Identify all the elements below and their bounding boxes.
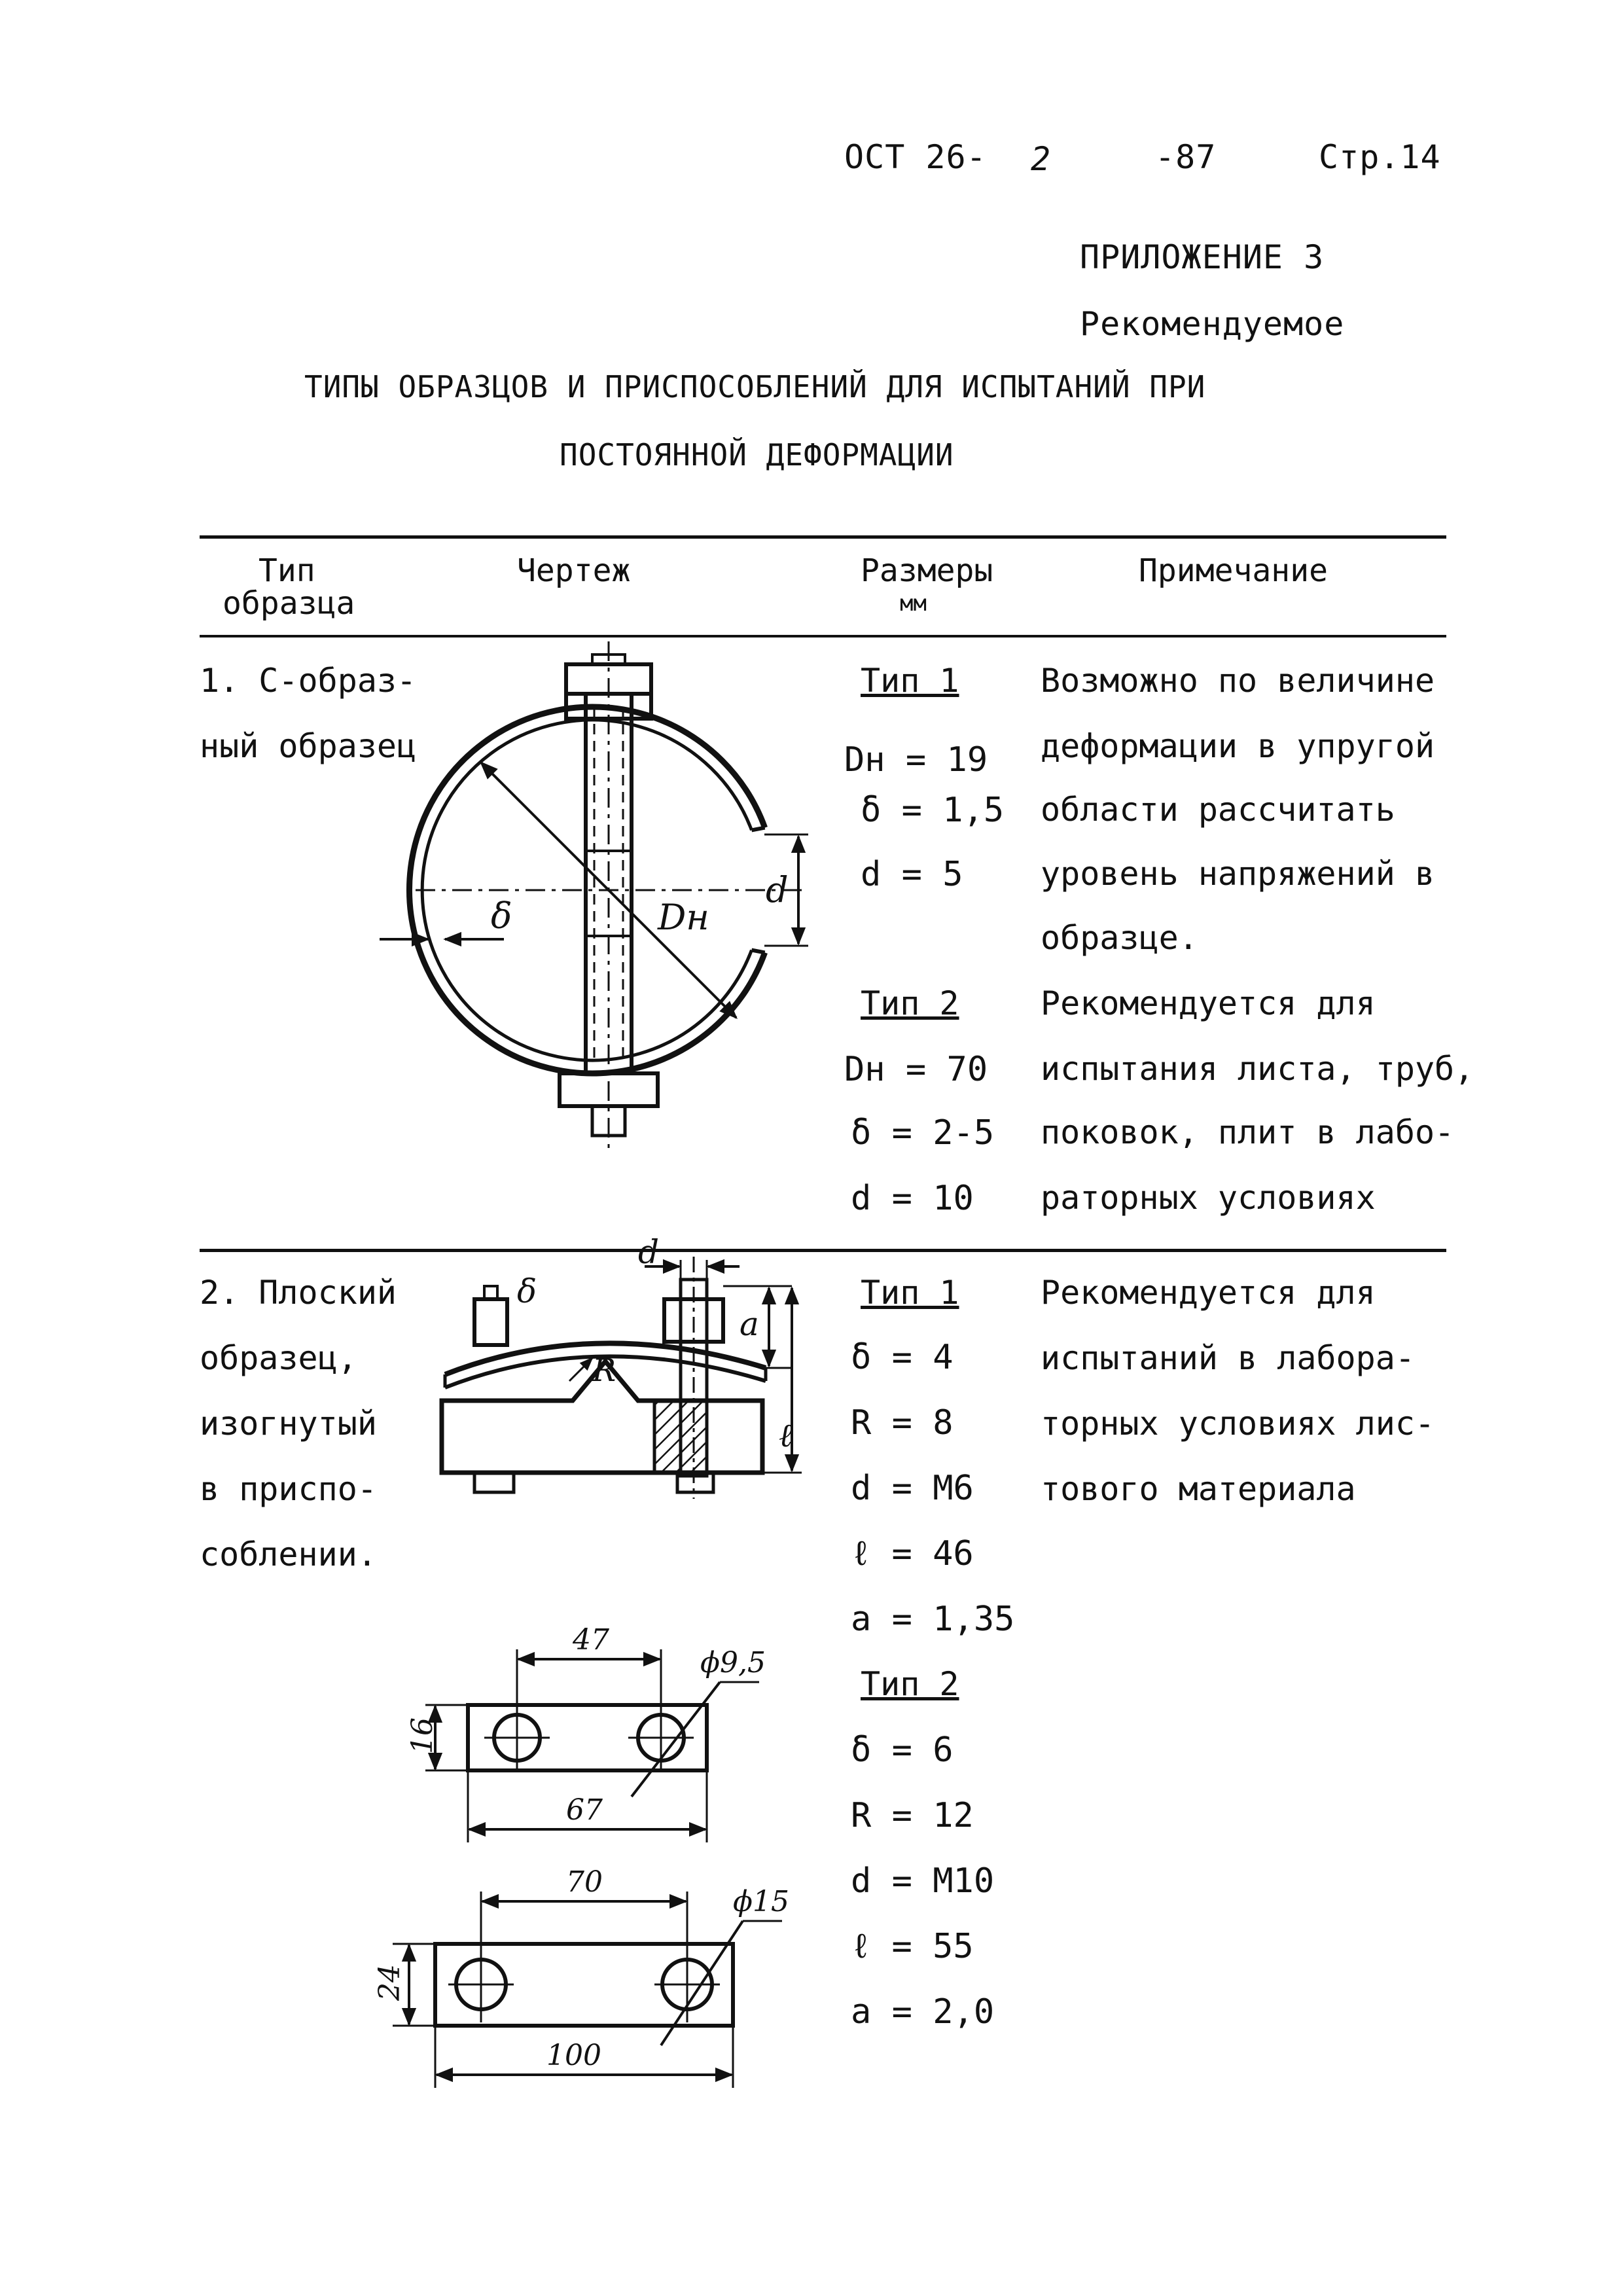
c-ring-dn-label: Dн xyxy=(658,897,709,938)
col-header-type-l2: образца xyxy=(223,585,355,622)
col-header-sizes-l1: Размеры xyxy=(861,552,993,589)
row1-name-l1: 1. С-образ- xyxy=(200,662,417,700)
row2-name-l5: соблении. xyxy=(200,1535,377,1573)
row1-note2-l4: раторных условиях xyxy=(1041,1179,1376,1217)
fixture-delta-label: δ xyxy=(517,1272,537,1310)
standard-number: 2 xyxy=(1031,140,1052,178)
row2-tip1-d: d = M6 xyxy=(851,1469,974,1508)
row2-tip2-delta: δ = 6 xyxy=(851,1731,954,1770)
row1-note1-l3: области рассчитать xyxy=(1041,791,1395,829)
row2-name-l1: 2. Плоский xyxy=(200,1274,397,1312)
row1-note2-l1: Рекомендуется для xyxy=(1041,984,1376,1022)
fixture-d-label: d xyxy=(638,1233,660,1271)
row1-name-l2: ный образец xyxy=(200,727,417,765)
row1-tip1-label: Тип 1 xyxy=(861,662,959,700)
row1-note1-l4: уровень напряжений в xyxy=(1041,855,1435,893)
row1-note1-l1: Возможно по величине xyxy=(1041,662,1435,700)
row1-note2-l2: испытания листа, труб, xyxy=(1041,1050,1474,1088)
col-header-drawing: Чертеж xyxy=(517,552,631,589)
row2-tip1-label: Тип 1 xyxy=(861,1274,959,1312)
row1-tip1-delta: δ = 1,5 xyxy=(861,791,1005,830)
row2-note-l1: Рекомендуется для xyxy=(1041,1274,1376,1312)
row2-tip1-r: R = 8 xyxy=(851,1403,954,1443)
standard-year: -87 xyxy=(1155,138,1217,176)
flat-fixture-drawing xyxy=(442,1257,802,1499)
appendix-label: ПРИЛОЖЕНИЕ 3 xyxy=(1080,238,1325,276)
row1-tip1-dn: Dн = 19 xyxy=(844,740,988,780)
row1-note2-l3: поковок, плит в лабо- xyxy=(1041,1113,1455,1151)
row1-tip2-label: Тип 2 xyxy=(861,984,959,1022)
page-title-line1: ТИПЫ ОБРАЗЦОВ И ПРИСПОСОБЛЕНИЙ ДЛЯ ИСПЫТАНИЙ ПРИ xyxy=(304,369,1206,404)
row2-note-l2: испытаний в лабора- xyxy=(1041,1339,1415,1377)
row2-tip1-l: ℓ = 46 xyxy=(851,1534,974,1573)
plate1-spacing-label: 47 xyxy=(573,1623,609,1657)
row1-note1-l2: деформации в упругой xyxy=(1041,727,1435,765)
plate1-length-label: 67 xyxy=(566,1793,603,1827)
standard-code: ОСТ 26- xyxy=(844,138,987,176)
col-header-type-l1: Тип xyxy=(259,552,315,589)
row1-tip2-dn: Dн = 70 xyxy=(844,1050,988,1089)
row2-tip2-d: d = M10 xyxy=(851,1861,995,1901)
fixture-a-label: a xyxy=(740,1305,759,1343)
plate2-height-label: 24 xyxy=(373,1964,406,2001)
row2-tip2-label: Тип 2 xyxy=(861,1665,959,1703)
row2-name-l3: изогнутый xyxy=(200,1405,377,1443)
c-ring-delta-label: δ xyxy=(491,895,512,937)
row2-note-l4: тового материала xyxy=(1041,1470,1356,1508)
row1-tip2-d: d = 10 xyxy=(851,1179,974,1218)
row1-note1-l5: образце. xyxy=(1041,919,1198,957)
row2-tip1-delta: δ = 4 xyxy=(851,1338,954,1377)
row2-note-l3: торных условиях лис- xyxy=(1041,1405,1435,1443)
row1-tip2-delta: δ = 2-5 xyxy=(851,1113,995,1153)
plate1-hole-label: ϕ9,5 xyxy=(700,1646,766,1679)
row2-tip2-r: R = 12 xyxy=(851,1796,974,1835)
row2-tip2-a: a = 2,0 xyxy=(851,1992,995,2032)
plate2-length-label: 100 xyxy=(546,2039,601,2072)
page-number: Стр.14 xyxy=(1319,138,1441,176)
row2-tip2-l: ℓ = 55 xyxy=(851,1927,974,1966)
plate2-hole-label: ϕ15 xyxy=(733,1885,789,1918)
c-ring-d-label: d xyxy=(766,869,789,910)
row2-tip1-a: a = 1,35 xyxy=(851,1600,1015,1639)
plate2-spacing-label: 70 xyxy=(566,1865,603,1899)
col-header-sizes-l2: мм xyxy=(900,590,927,617)
row2-name-l4: в приспо- xyxy=(200,1470,377,1508)
row2-name-l2: образец, xyxy=(200,1339,357,1377)
appendix-status: Рекомендуемое xyxy=(1080,305,1345,343)
row1-tip1-d: d = 5 xyxy=(861,855,963,894)
fixture-r-label: R xyxy=(592,1352,616,1389)
page-title-line2: ПОСТОЯННОЙ ДЕФОРМАЦИИ xyxy=(560,437,954,473)
col-header-note: Примечание xyxy=(1139,552,1328,589)
fixture-l-label: ℓ xyxy=(779,1416,793,1454)
c-ring-drawing xyxy=(380,641,808,1152)
plate1-height-label: 16 xyxy=(406,1717,439,1754)
